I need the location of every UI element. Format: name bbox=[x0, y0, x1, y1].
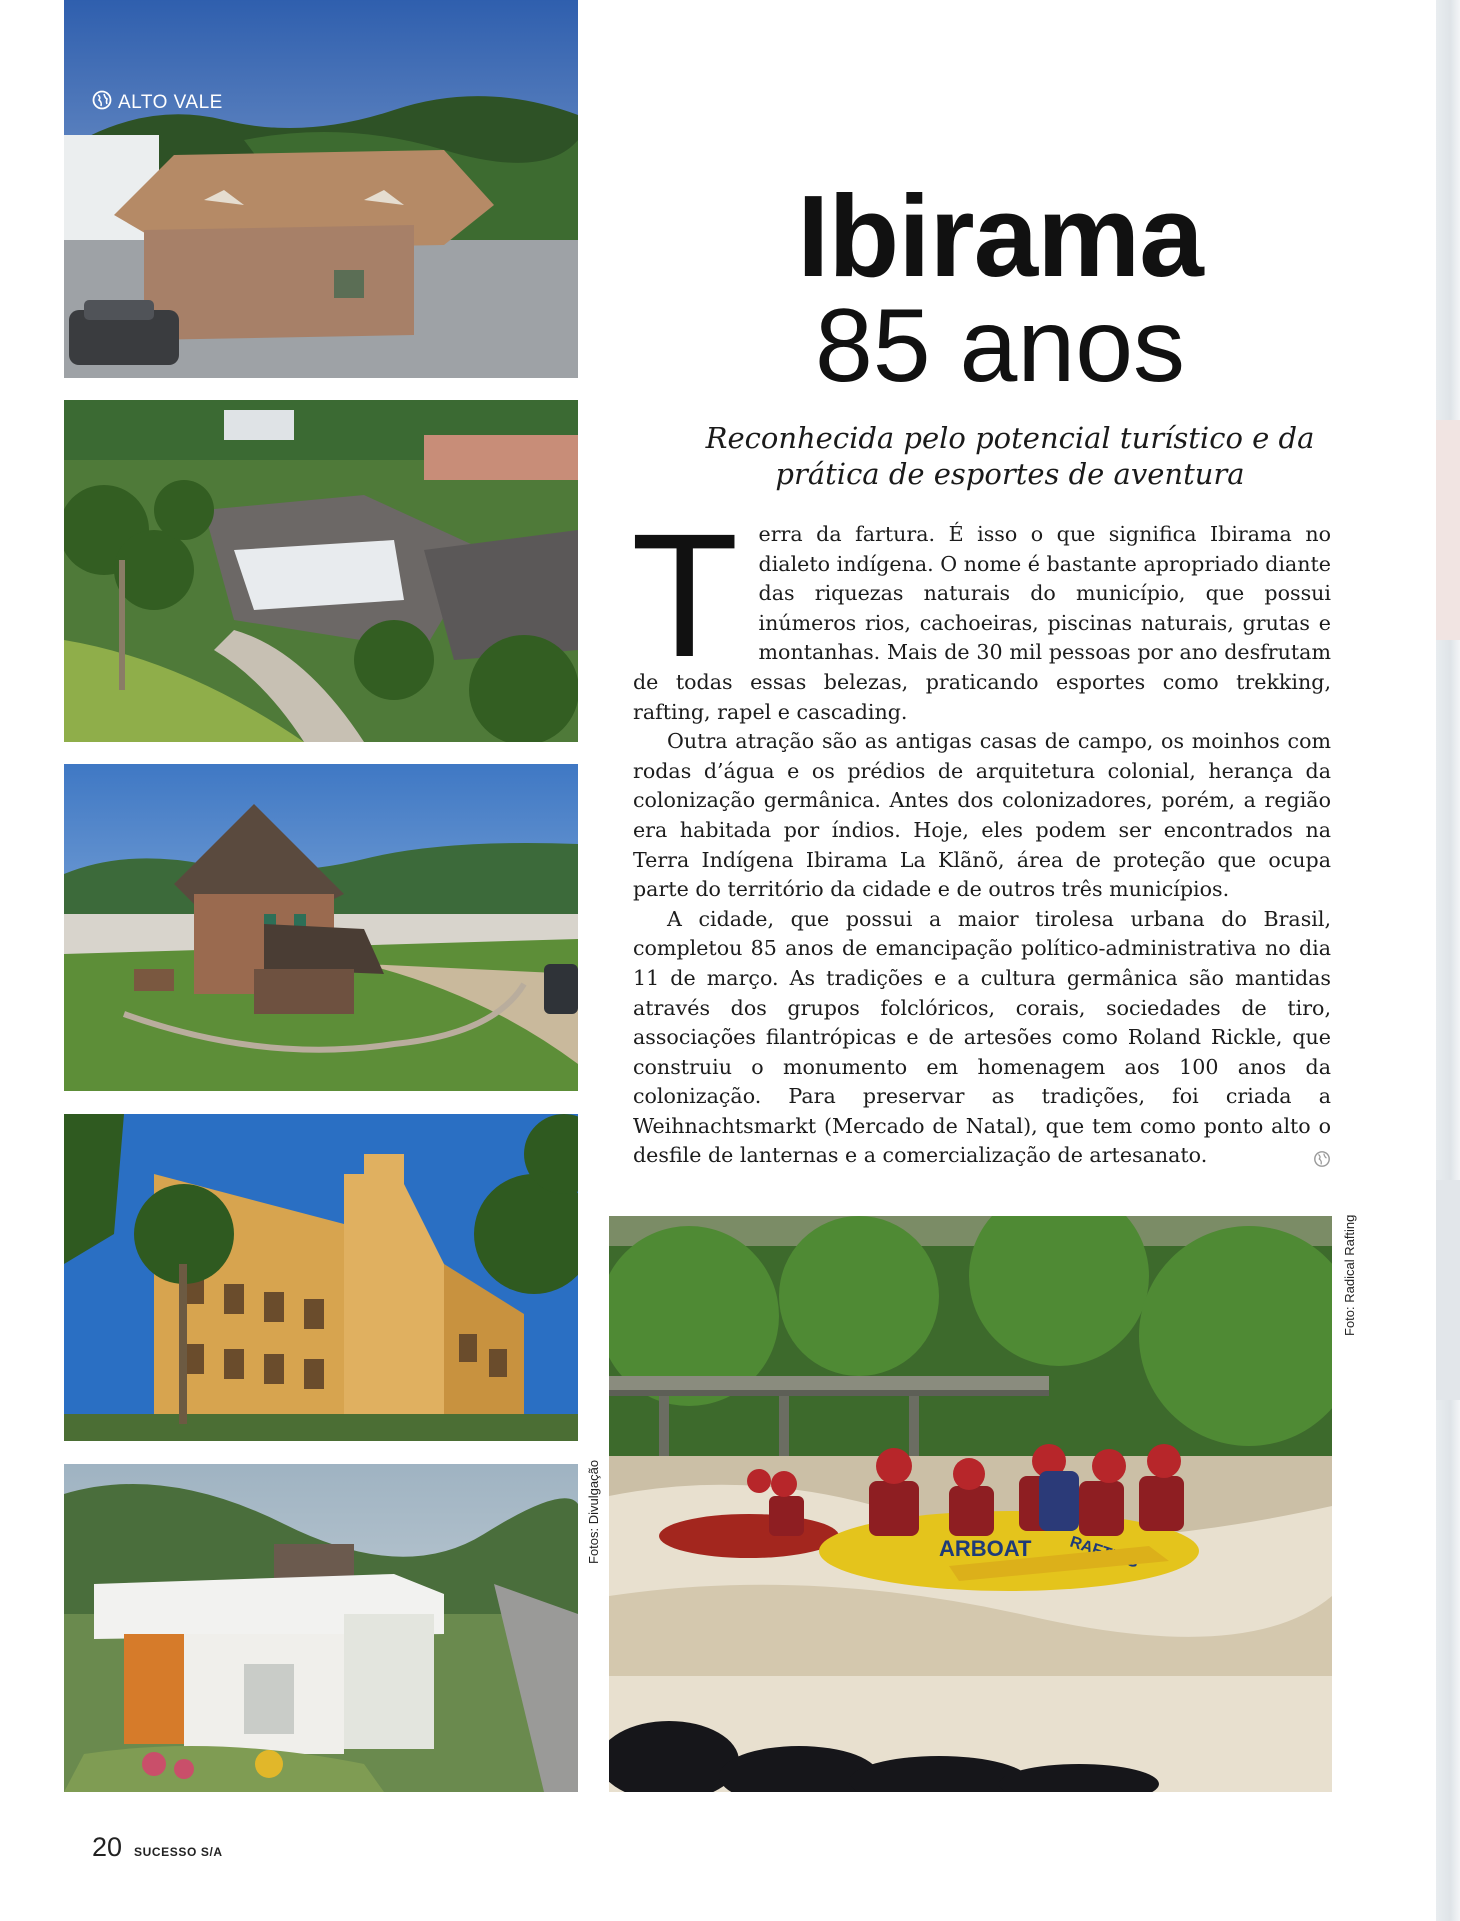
photo-half-timbered-house bbox=[64, 764, 578, 1091]
adjacent-page-edge bbox=[1436, 0, 1460, 1921]
photo-school-aerial bbox=[64, 400, 578, 742]
section-tag bbox=[92, 90, 223, 116]
page-number: 20 bbox=[92, 1832, 123, 1862]
photo-yellow-school-building bbox=[64, 1114, 578, 1441]
page-title: Ibirama bbox=[797, 171, 1203, 301]
photo-colonial-house-aerial bbox=[64, 0, 578, 378]
page-title-secondary: 85 anos bbox=[814, 288, 1186, 404]
section-label: ALTO VALE bbox=[118, 92, 223, 113]
photo-credit-left: Fotos: Divulgação bbox=[586, 1459, 601, 1564]
globe-end-mark-icon bbox=[1279, 1147, 1331, 1177]
article-paragraph bbox=[631, 498, 1331, 727]
adjacent-page-tint bbox=[1436, 1180, 1460, 1400]
article-paragraph bbox=[633, 905, 1331, 1171]
paragraph-text: A cidade, que possui a maior tirolesa urbana do Brasil, completou 85 anos de emancipação político-administrativa no dia 11 de março. As tradições e a cultura germânica são mantidas através dos grupos folclóricos, corais, sociedades de tiro, associações filantrópicas e de artesões como Roland Rickle, que construiu o monumento em homenagem aos 100 anos da colonização. Para preservar as tradições, foi criada a Weihnachtsmarkt (Mercado de Natal), que tem como ponto alto o desfile de lanternas e a comercialização de artesanato. bbox=[633, 906, 1331, 1168]
article-body bbox=[631, 498, 1331, 1177]
magazine-name: SUCESSO S/A bbox=[134, 1845, 223, 1859]
photo-credit-rafting: Foto: Radical Rafting bbox=[1342, 1214, 1357, 1336]
photo-rafting bbox=[609, 1216, 1332, 1792]
subtitle: Reconhecida pelo potencial turístico e da prática de esportes de aventura bbox=[705, 421, 1315, 491]
photo-municipal-building bbox=[64, 1464, 578, 1792]
raft-brand-text: ARBOAT bbox=[939, 1536, 1032, 1561]
article-paragraph: Outra atração são as antigas casas de campo, os moinhos com rodas d’água e os prédios de arquitetura colonial, herança da colonização germânica. Antes dos colonizadores, porém, a região era habitada por índios. Hoje, eles podem ser encontrados na Terra Indígena Ibirama La Klãnõ, área de proteção que ocupa parte do território da cidade e de outros três municípios. bbox=[633, 729, 1331, 902]
globe-icon bbox=[92, 90, 112, 116]
adjacent-page-tint bbox=[1436, 420, 1460, 640]
page-footer bbox=[92, 1832, 223, 1863]
paragraph-text: erra da fartura. É isso o que significa Ibirama no dialeto indígena. O nome é bastante apropriado diante das riquezas naturais do município, que possui inúmeros rios, cachoeiras, piscinas naturais, grutas e montanhas. Mais de 30 mil pessoas por ano desfrutam de todas essas belezas, praticando esportes como trekking, rafting, rapel e cascading. bbox=[633, 522, 1331, 724]
drop-cap: T bbox=[631, 498, 739, 694]
